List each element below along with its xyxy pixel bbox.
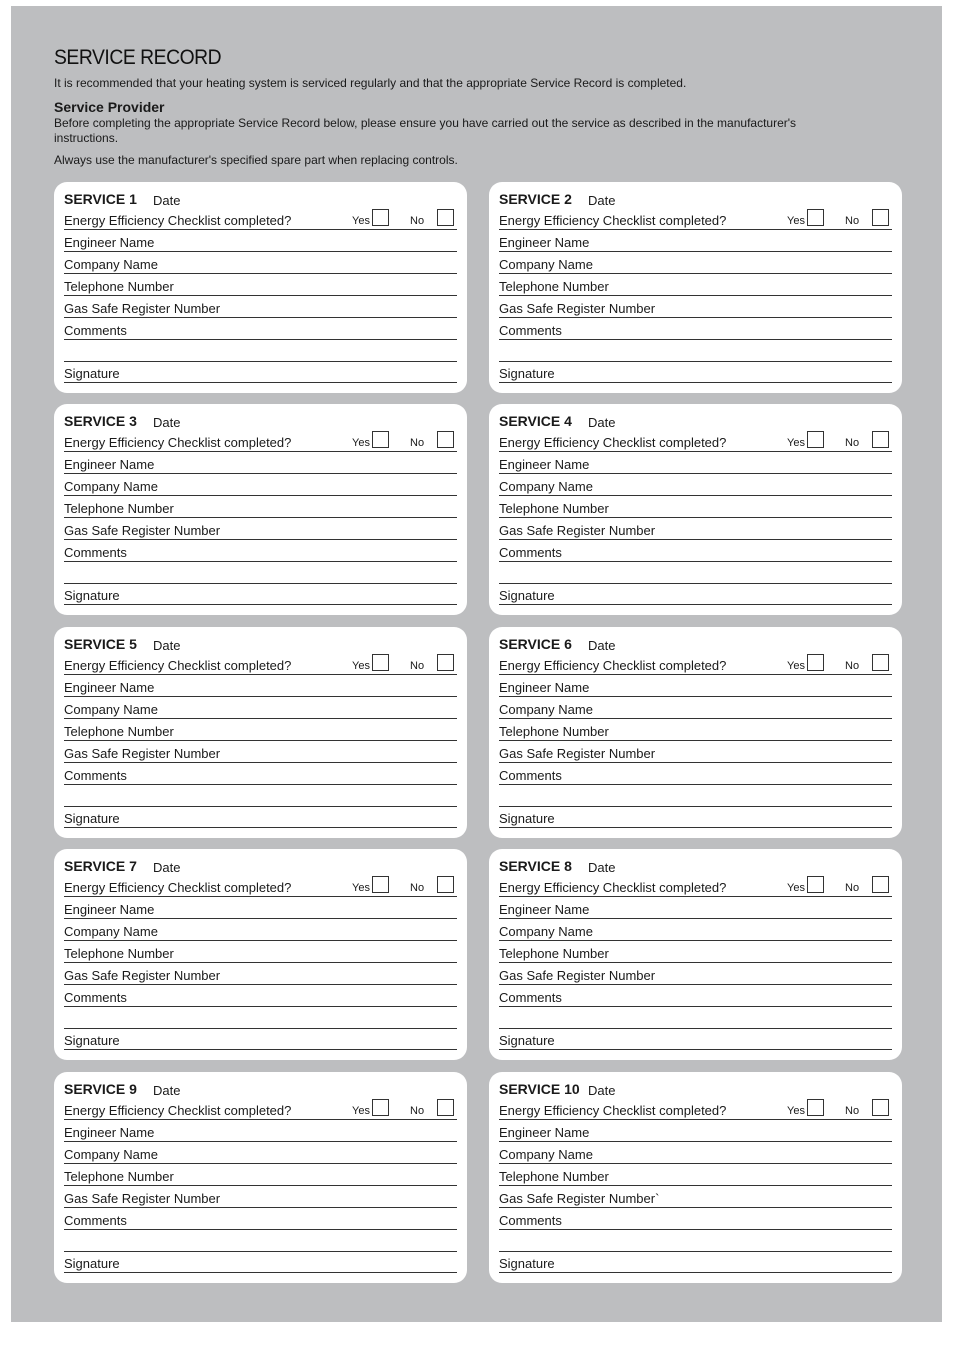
comments-field[interactable]: [64, 545, 457, 562]
date-field[interactable]: Date: [588, 638, 616, 653]
signature-label: Signature: [64, 366, 120, 381]
comments-label: Comments: [64, 990, 127, 1005]
intro-text: It is recommended that your heating system is serviced regularly and that the appropriate Service Record is completed.: [54, 76, 687, 90]
yes-checkbox[interactable]: [807, 1099, 824, 1116]
comments-extra-line[interactable]: [499, 583, 892, 584]
company-field[interactable]: [64, 1147, 457, 1164]
yes-checkbox[interactable]: [372, 431, 389, 448]
yes-checkbox[interactable]: [807, 209, 824, 226]
gas-safe-label: Gas Safe Register Number: [64, 1191, 221, 1206]
yes-label: Yes: [787, 882, 805, 894]
comments-field[interactable]: [64, 323, 457, 340]
comments-field[interactable]: [499, 1213, 892, 1230]
engineer-field[interactable]: [499, 680, 892, 697]
no-checkbox[interactable]: [437, 654, 454, 671]
checklist-label: Energy Efficiency Checklist completed?: [64, 658, 292, 673]
engineer-label: Engineer Name: [64, 235, 155, 250]
gas-safe-label: Gas Safe Register Number: [499, 523, 656, 538]
no-checkbox[interactable]: [872, 431, 889, 448]
no-checkbox[interactable]: [437, 431, 454, 448]
date-field[interactable]: Date: [153, 415, 181, 430]
no-label: No: [410, 660, 425, 672]
comments-extra-line[interactable]: [64, 1251, 457, 1252]
telephone-label: Telephone Number: [499, 279, 609, 294]
checklist-label: Energy Efficiency Checklist completed?: [499, 435, 727, 450]
gas-safe-label: Gas Safe Register Number: [64, 301, 221, 316]
comments-field[interactable]: [499, 323, 892, 340]
gas-safe-label: Gas Safe Register Number: [499, 968, 656, 983]
company-label: Company Name: [499, 702, 593, 717]
date-field[interactable]: Date: [588, 860, 616, 875]
gas-safe-label: Gas Safe Register Number`: [499, 1191, 660, 1206]
yes-checkbox[interactable]: [372, 1099, 389, 1116]
checklist-label: Energy Efficiency Checklist completed?: [64, 213, 292, 228]
gas-safe-field[interactable]: [64, 746, 457, 763]
signature-label: Signature: [499, 1033, 555, 1048]
comments-extra-line[interactable]: [499, 361, 892, 362]
date-field[interactable]: Date: [153, 1083, 181, 1098]
comments-label: Comments: [64, 768, 127, 783]
yes-label: Yes: [787, 660, 805, 672]
comments-label: Comments: [499, 1213, 562, 1228]
signature-field[interactable]: [499, 1033, 892, 1050]
engineer-field[interactable]: [499, 235, 892, 252]
signature-field[interactable]: [64, 1256, 457, 1273]
yes-checkbox[interactable]: [372, 209, 389, 226]
engineer-field[interactable]: [499, 902, 892, 919]
signature-label: Signature: [499, 366, 555, 381]
gas-safe-field[interactable]: [64, 301, 457, 318]
signature-label: Signature: [64, 811, 120, 826]
comments-extra-line[interactable]: [64, 361, 457, 362]
signature-field[interactable]: [499, 811, 892, 828]
company-field[interactable]: [499, 924, 892, 941]
company-field[interactable]: [64, 702, 457, 719]
comments-extra-line[interactable]: [64, 583, 457, 584]
telephone-field[interactable]: [64, 1169, 457, 1186]
telephone-label: Telephone Number: [64, 1169, 174, 1184]
checklist-label: Energy Efficiency Checklist completed?: [499, 658, 727, 673]
checklist-label: Energy Efficiency Checklist completed?: [64, 1103, 292, 1118]
gas-safe-field[interactable]: [64, 968, 457, 985]
no-label: No: [410, 882, 425, 894]
yes-label: Yes: [352, 215, 370, 227]
company-field[interactable]: [499, 479, 892, 496]
comments-extra-line[interactable]: [499, 1251, 892, 1252]
signature-label: Signature: [499, 588, 555, 603]
company-label: Company Name: [64, 257, 158, 272]
no-checkbox[interactable]: [872, 876, 889, 893]
checklist-label: Energy Efficiency Checklist completed?: [64, 435, 292, 450]
service-card: [54, 849, 467, 1060]
engineer-field[interactable]: [64, 1125, 457, 1142]
service-provider-heading: Service Provider: [54, 99, 165, 115]
signature-field[interactable]: [64, 1033, 457, 1050]
company-field[interactable]: [499, 702, 892, 719]
company-label: Company Name: [499, 257, 593, 272]
checklist-label: Energy Efficiency Checklist completed?: [64, 880, 292, 895]
service-card: [54, 404, 467, 615]
telephone-field[interactable]: [499, 1169, 892, 1186]
comments-field[interactable]: [499, 990, 892, 1007]
company-field[interactable]: [64, 479, 457, 496]
signature-field[interactable]: [499, 1256, 892, 1273]
service-heading: SERVICE 2: [499, 191, 572, 207]
date-field[interactable]: Date: [153, 193, 181, 208]
no-checkbox[interactable]: [872, 1099, 889, 1116]
engineer-field[interactable]: [64, 902, 457, 919]
checklist-label: Energy Efficiency Checklist completed?: [499, 1103, 727, 1118]
gas-safe-field[interactable]: [499, 1191, 892, 1208]
no-label: No: [845, 215, 860, 227]
engineer-label: Engineer Name: [499, 235, 590, 250]
comments-label: Comments: [499, 768, 562, 783]
service-card: [54, 627, 467, 838]
engineer-label: Engineer Name: [64, 1125, 155, 1140]
service-heading: SERVICE 3: [64, 413, 137, 429]
no-label: No: [845, 437, 860, 449]
comments-field[interactable]: [64, 768, 457, 785]
engineer-label: Engineer Name: [499, 680, 590, 695]
spare-parts-note: Always use the manufacturer's specified spare part when replacing controls.: [54, 153, 458, 167]
yes-label: Yes: [352, 882, 370, 894]
service-provider-text: Before completing the appropriate Service Record below, please ensure you have carried out the service as described in the manufacturer's instructions.: [54, 116, 797, 145]
yes-label: Yes: [787, 437, 805, 449]
company-field[interactable]: [499, 1147, 892, 1164]
telephone-field[interactable]: [499, 279, 892, 296]
comments-label: Comments: [64, 1213, 127, 1228]
signature-field[interactable]: [499, 366, 892, 383]
gas-safe-field[interactable]: [64, 1191, 457, 1208]
date-field[interactable]: Date: [588, 1083, 616, 1098]
telephone-label: Telephone Number: [499, 946, 609, 961]
service-card: [489, 182, 902, 393]
engineer-label: Engineer Name: [64, 680, 155, 695]
date-field[interactable]: Date: [588, 193, 616, 208]
yes-checkbox[interactable]: [807, 431, 824, 448]
engineer-label: Engineer Name: [499, 457, 590, 472]
service-heading: SERVICE 5: [64, 636, 137, 652]
company-label: Company Name: [64, 702, 158, 717]
page-title: SERVICE RECORD: [54, 46, 222, 69]
signature-label: Signature: [64, 1033, 120, 1048]
service-heading: SERVICE 4: [499, 413, 572, 429]
signature-label: Signature: [499, 811, 555, 826]
service-card: [489, 404, 902, 615]
comments-field[interactable]: [64, 1213, 457, 1230]
service-heading: SERVICE 8: [499, 858, 572, 874]
telephone-field[interactable]: [499, 724, 892, 741]
comments-field[interactable]: [64, 990, 457, 1007]
gas-safe-field[interactable]: [499, 968, 892, 985]
no-label: No: [410, 215, 425, 227]
yes-label: Yes: [352, 1105, 370, 1117]
company-label: Company Name: [64, 924, 158, 939]
gas-safe-field[interactable]: [499, 301, 892, 318]
engineer-label: Engineer Name: [64, 902, 155, 917]
company-field[interactable]: [499, 257, 892, 274]
checklist-label: Energy Efficiency Checklist completed?: [499, 880, 727, 895]
yes-label: Yes: [352, 660, 370, 672]
engineer-field[interactable]: [64, 235, 457, 252]
telephone-label: Telephone Number: [64, 279, 174, 294]
no-label: No: [845, 882, 860, 894]
no-label: No: [845, 1105, 860, 1117]
signature-label: Signature: [499, 1256, 555, 1271]
no-label: No: [410, 437, 425, 449]
signature-label: Signature: [64, 1256, 120, 1271]
yes-checkbox[interactable]: [372, 654, 389, 671]
telephone-label: Telephone Number: [64, 946, 174, 961]
telephone-label: Telephone Number: [499, 1169, 609, 1184]
no-checkbox[interactable]: [872, 654, 889, 671]
engineer-field[interactable]: [499, 1125, 892, 1142]
telephone-label: Telephone Number: [499, 724, 609, 739]
service-card: [489, 1072, 902, 1283]
company-label: Company Name: [499, 479, 593, 494]
engineer-field[interactable]: [499, 457, 892, 474]
service-heading: SERVICE 10: [499, 1081, 580, 1097]
engineer-field[interactable]: [64, 680, 457, 697]
comments-label: Comments: [499, 323, 562, 338]
engineer-label: Engineer Name: [64, 457, 155, 472]
company-label: Company Name: [499, 1147, 593, 1162]
comments-extra-line[interactable]: [64, 806, 457, 807]
no-checkbox[interactable]: [437, 1099, 454, 1116]
comments-extra-line[interactable]: [499, 1028, 892, 1029]
telephone-label: Telephone Number: [64, 501, 174, 516]
telephone-field[interactable]: [64, 946, 457, 963]
comments-field[interactable]: [499, 545, 892, 562]
comments-label: Comments: [499, 545, 562, 560]
no-checkbox[interactable]: [437, 209, 454, 226]
telephone-label: Telephone Number: [64, 724, 174, 739]
signature-field[interactable]: [64, 588, 457, 605]
comments-extra-line[interactable]: [499, 806, 892, 807]
service-heading: SERVICE 1: [64, 191, 137, 207]
telephone-field[interactable]: [64, 724, 457, 741]
telephone-field[interactable]: [64, 279, 457, 296]
service-card: [489, 627, 902, 838]
engineer-label: Engineer Name: [499, 902, 590, 917]
signature-field[interactable]: [64, 366, 457, 383]
no-checkbox[interactable]: [437, 876, 454, 893]
gas-safe-label: Gas Safe Register Number: [64, 523, 221, 538]
telephone-field[interactable]: [499, 946, 892, 963]
company-field[interactable]: [64, 257, 457, 274]
yes-checkbox[interactable]: [807, 876, 824, 893]
date-field[interactable]: Date: [153, 638, 181, 653]
gas-safe-label: Gas Safe Register Number: [499, 301, 656, 316]
gas-safe-field[interactable]: [499, 523, 892, 540]
gas-safe-label: Gas Safe Register Number: [64, 746, 221, 761]
telephone-label: Telephone Number: [499, 501, 609, 516]
company-field[interactable]: [64, 924, 457, 941]
gas-safe-label: Gas Safe Register Number: [499, 746, 656, 761]
signature-label: Signature: [64, 588, 120, 603]
comments-extra-line[interactable]: [64, 1028, 457, 1029]
yes-checkbox[interactable]: [372, 876, 389, 893]
company-label: Company Name: [64, 479, 158, 494]
comments-label: Comments: [64, 545, 127, 560]
yes-label: Yes: [352, 437, 370, 449]
no-label: No: [410, 1105, 425, 1117]
telephone-field[interactable]: [64, 501, 457, 518]
service-heading: SERVICE 7: [64, 858, 137, 874]
gas-safe-field[interactable]: [64, 523, 457, 540]
service-heading: SERVICE 6: [499, 636, 572, 652]
no-checkbox[interactable]: [872, 209, 889, 226]
service-card: [54, 182, 467, 393]
yes-label: Yes: [787, 1105, 805, 1117]
yes-checkbox[interactable]: [807, 654, 824, 671]
comments-field[interactable]: [499, 768, 892, 785]
date-field[interactable]: Date: [153, 860, 181, 875]
comments-label: Comments: [64, 323, 127, 338]
service-heading: SERVICE 9: [64, 1081, 137, 1097]
company-label: Company Name: [499, 924, 593, 939]
telephone-field[interactable]: [499, 501, 892, 518]
date-field[interactable]: Date: [588, 415, 616, 430]
service-card: [489, 849, 902, 1060]
signature-field[interactable]: [64, 811, 457, 828]
gas-safe-label: Gas Safe Register Number: [64, 968, 221, 983]
service-card: [54, 1072, 467, 1283]
gas-safe-field[interactable]: [499, 746, 892, 763]
signature-field[interactable]: [499, 588, 892, 605]
yes-label: Yes: [787, 215, 805, 227]
no-label: No: [845, 660, 860, 672]
engineer-label: Engineer Name: [499, 1125, 590, 1140]
checklist-label: Energy Efficiency Checklist completed?: [499, 213, 727, 228]
comments-label: Comments: [499, 990, 562, 1005]
company-label: Company Name: [64, 1147, 158, 1162]
engineer-field[interactable]: [64, 457, 457, 474]
